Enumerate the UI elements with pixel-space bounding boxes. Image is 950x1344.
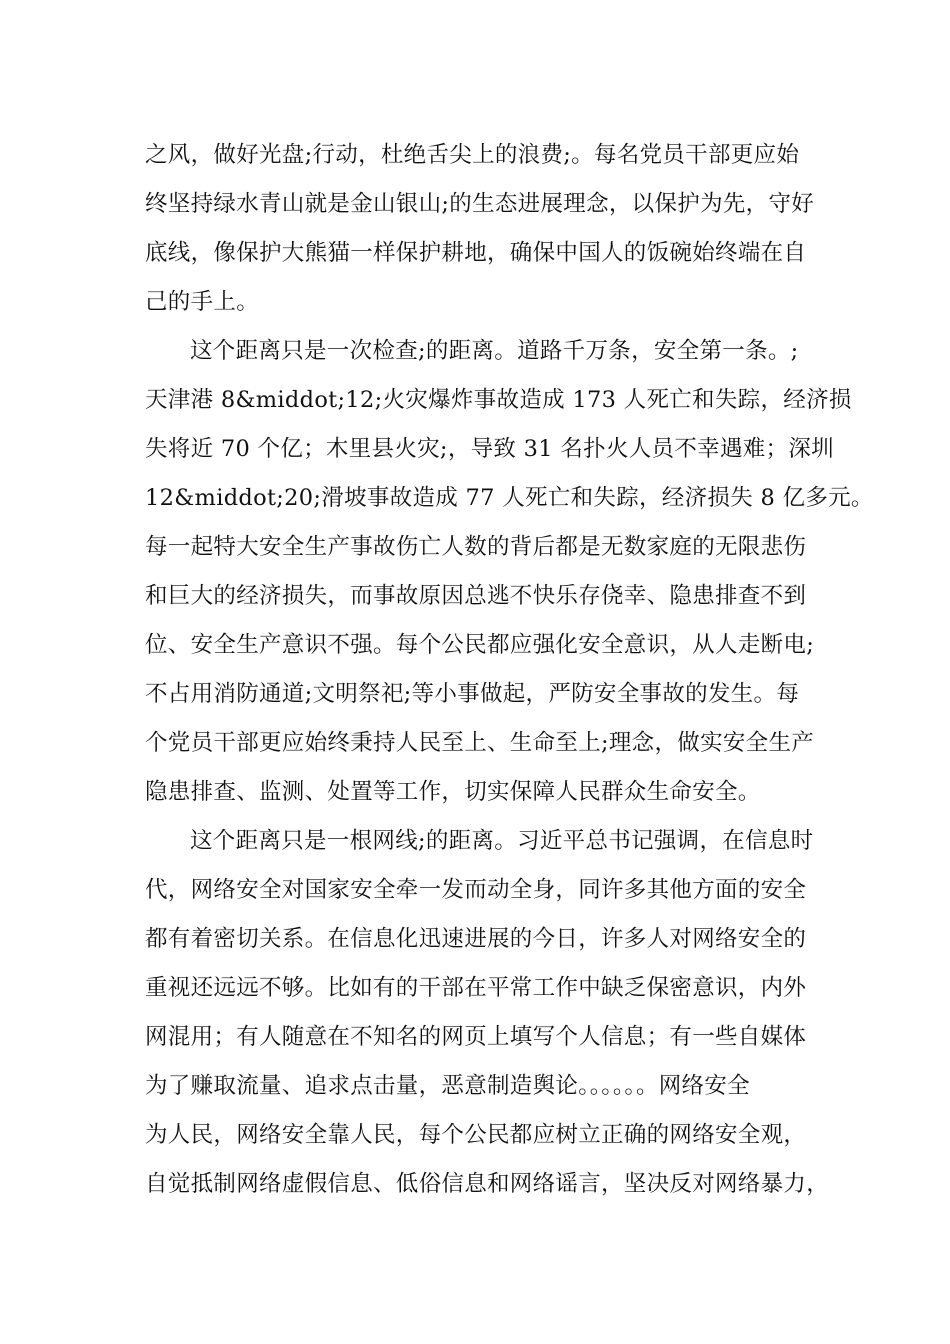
text-line: 之风，做好光盘;行动，杜绝舌尖上的浪费;。每名党员干部更应始 <box>145 142 800 168</box>
paragraph-first-line: 这个距离只是一根网线;的距离。习近平总书记强调，在信息时 <box>190 828 814 854</box>
text-line: 重视还远远不够。比如有的干部在平常工作中缺乏保密意识，内外 <box>145 975 807 1001</box>
text-line: 网混用；有人随意在不知名的网页上填写个人信息；有一些自媒体 <box>145 1024 807 1050</box>
text-line: 位、安全生产意识不强。每个公民都应强化安全意识，从人走断电; <box>145 632 815 658</box>
body-text <box>145 131 874 1209</box>
paragraph-first-line: 这个距离只是一次检查;的距离。道路千万条，安全第一条。; <box>190 338 799 364</box>
text-line: 自觉抵制网络虚假信息、低俗信息和网络谣言，坚决反对网络暴力， <box>145 1171 830 1197</box>
text-line: 失将近 70 个亿；木里县火灾;，导致 31 名扑火人员不幸遇难；深圳 <box>145 436 834 462</box>
text-line: 代，网络安全对国家安全牵一发而动全身，同许多其他方面的安全 <box>145 877 807 903</box>
text-line: 个党员干部更应始终秉持人民至上、生命至上;理念，做实安全生产 <box>145 730 815 756</box>
text-line: 每一起特大安全生产事故伤亡人数的背后都是无数家庭的无限悲伤 <box>145 534 807 560</box>
text-line: 终坚持绿水青山就是金山银山;的生态进展理念，以保护为先，守好 <box>145 191 815 217</box>
text-line: 底线，像保护大熊猫一样保护耕地，确保中国人的饭碗始终端在自 <box>145 240 807 266</box>
text-line: 天津港 8&middot;12;火灾爆炸事故造成 173 人死亡和失踪，经济损 <box>145 387 852 413</box>
text-line: 己的手上。 <box>145 289 260 315</box>
text-line: 都有着密切关系。在信息化迅速进展的今日，许多人对网络安全的 <box>145 926 807 952</box>
text-line: 12&middot;20;滑坡事故造成 77 人死亡和失踪，经济损失 8 亿多元。 <box>145 485 874 511</box>
text-line: 为人民，网络安全靠人民，每个公民都应树立正确的网络安全观， <box>145 1122 807 1148</box>
text-line: 不占用消防通道;文明祭祀;等小事做起，严防安全事故的发生。每 <box>145 681 800 707</box>
text-line: 为了赚取流量、追求点击量，恶意制造舆论。。。。。。网络安全 <box>145 1073 750 1099</box>
text-line: 和巨大的经济损失，而事故原因总逃不快乐存侥幸、隐患排查不到 <box>145 583 807 609</box>
text-line: 隐患排查、监测、处置等工作，切实保障人民群众生命安全。 <box>145 779 761 805</box>
